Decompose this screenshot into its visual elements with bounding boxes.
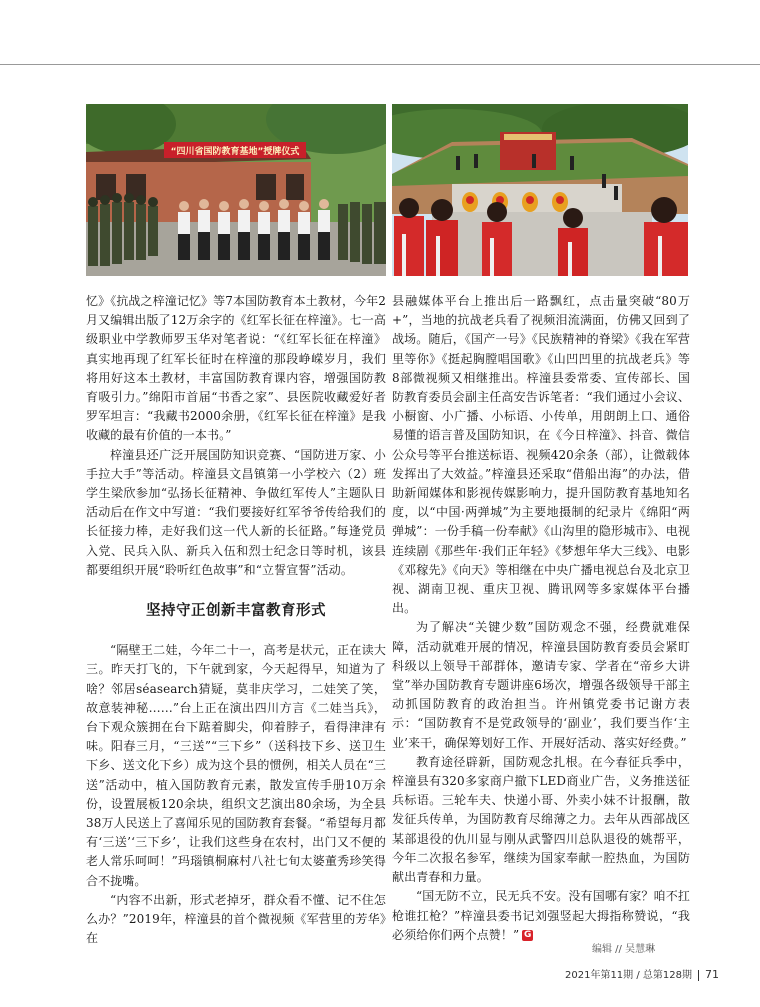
paragraph: 忆》《抗战之梓潼记忆》等7本国防教育本土教材，今年2月又编辑出版了12万余字的《红军长征在梓潼》。七一高级职业中学教师罗玉华对笔者说：“《红军长征在梓潼》真实地再现了红军长征时在梓潼的那段峥嵘岁月，我们将用好这本土教材，丰富国防教育课内容，增强国防教育吸引力。”绵阳市首届“书香之家”、县医院收藏爱好者罗军坦言：“我藏书2000余册，《红军长征在梓潼》是我收藏的最有价值的一本书。” [86, 294, 386, 443]
paragraph-final-text: “国无防不立，民无兵不安。没有国哪有家？咱不扛枪谁扛枪？”梓潼县委书记刘强竖起大拇指称赞说，“我必须给你们两个点赞！” [392, 889, 690, 942]
paragraph: 教育途径辟新，国防观念扎根。在今春征兵季中，梓潼县有320多家商户撤下LED商业广告，义务推送征兵标语。三轮车夫、快递小哥、外卖小妹不计报酬，散发征兵传单，为国防教育尽绵薄之力。去年从西部战区某部退役的仇川显与刚从武警四川总队退役的姚帮平，今年二次报名参军，继续为国家奉献一腔热血，为国防献出青春和力量。 [392, 754, 690, 885]
paragraph-final [392, 887, 690, 945]
left-text-column [86, 292, 386, 949]
footer-divider [698, 970, 699, 981]
top-rule [0, 64, 760, 65]
editor-credit: 编辑 // 吴慧琳 [592, 944, 656, 955]
paragraph: 梓潼县还广泛开展国防知识竞赛、“国防进万家、小手拉大手”等活动。梓潼县文昌镇第一小学校六（2）班学生梁欣参加“弘扬长征精神、争做红军传人”主题队日活动后在作文中写道：“我们要接好红军爷爷传给我们的长征接力棒，走好我们这一代人新的长征路。”每逢党员入党、民兵入队、新兵入伍和烈士纪念日等时机，该县都要组织开展“聆听红色故事”和“立誓宣誓”活动。 [86, 447, 386, 577]
photo-plaque-ceremony [86, 104, 386, 276]
section-heading: 坚持守正创新丰富教育形式 [146, 603, 326, 620]
page-number: 71 [705, 968, 719, 981]
paragraph: 为了解决“关键少数”国防观念不强，经费就难保障，活动就难开展的情况，梓潼县国防教育委员会紧盯科级以上领导干部群体，邀请专家、学者在“帝乡大讲堂”举办国防教育专题讲座6场次，增强各级领导干部主动抓国防教育的政治担当。许州镇党委书记谢方表示：“国防教育不是党政领导的‘副业’，我们要当作‘主业’来干，确保筹划好工作、开展好活动、落实好经费。” [392, 620, 690, 750]
photo-students-memorial [392, 104, 688, 276]
paragraph: 县融媒体平台上推出后一路飘红，点击量突破“80万+”，当地的抗战老兵看了视频泪流满面，仿佛又回到了战场。随后，《国产一号》《民族精神的脊梁》《我在军营里等你》《挺起胸膛唱国歌》《山凹凹里的抗战老兵》等8部微视频又相继推出。梓潼县委常委、宣传部长、国防教育委员会副主任高安告诉笔者：“我们通过小会议、小橱窗、小广播、小标语、小传单，用朗朗上口、通俗易懂的语言普及国防知识，在《今日梓潼》、抖音、微信公众号等平台推送标语、视频420余条（部），让微载体发挥出了大效益。”梓潼县还采取“借船出海”的办法，借助新闻媒体和影视传媒影响力，提升国防教育基地知名度，以“中国·两弹城”为主要地摄制的纪录片《绵阳“两弹城”：一份手稿一份奉献》《山沟里的隐形城市》、电视连续剧《那些年·我们正年轻》《梦想年华大三线》、电影《邓稼先》《向天》等相继在中央广播电视总台及北京卫视、湖南卫视、重庆卫视、腾讯网等多家媒体平台播出。 [392, 294, 690, 616]
paragraph: “隔壁王二娃，今年二十一，高考是状元，正在读大三。昨天打飞的，下午就到家，今天起得早，知道为了啥？邻居séasearch猜疑，莫非庆学习，二娃笑了笑，故意装神秘……”台上正在演出四川方言《二娃当兵》，台下观众簇拥在台下踮着脚尖，仰着脖子，看得津津有味。阳春三月，“三送”“三下乡”（送科技下乡、送卫生下乡、送文化下乡）成为这个县的惯例，相关人员在“三送”活动中，植入国防教育元素，散发宣传手册10万余份，设置展板120余块，组织文艺演出80余场，为全县38万人民送上了喜闻乐见的国防教育套餐。“希望每月都有‘三送’‘三下乡’，让我们这些身在农村，出门又不便的老人常乐呵呵！”玛瑙镇桐麻村八社七旬太婆董秀珍笑得合不拢嘴。 [86, 643, 387, 888]
issue-info: 2021年第11期 / 总第128期 [565, 970, 692, 981]
paragraph: “内容不出新，形式老掉牙，群众看不懂、记不住怎么办？”2019年，梓潼县的首个微视频《军营里的芳华》在 [86, 892, 386, 946]
right-text-column [392, 292, 690, 945]
page-footer [565, 966, 719, 981]
end-mark-icon: G [524, 929, 532, 940]
ceremony-banner-text: “四川省国防教育基地”授牌仪式 [170, 147, 300, 157]
